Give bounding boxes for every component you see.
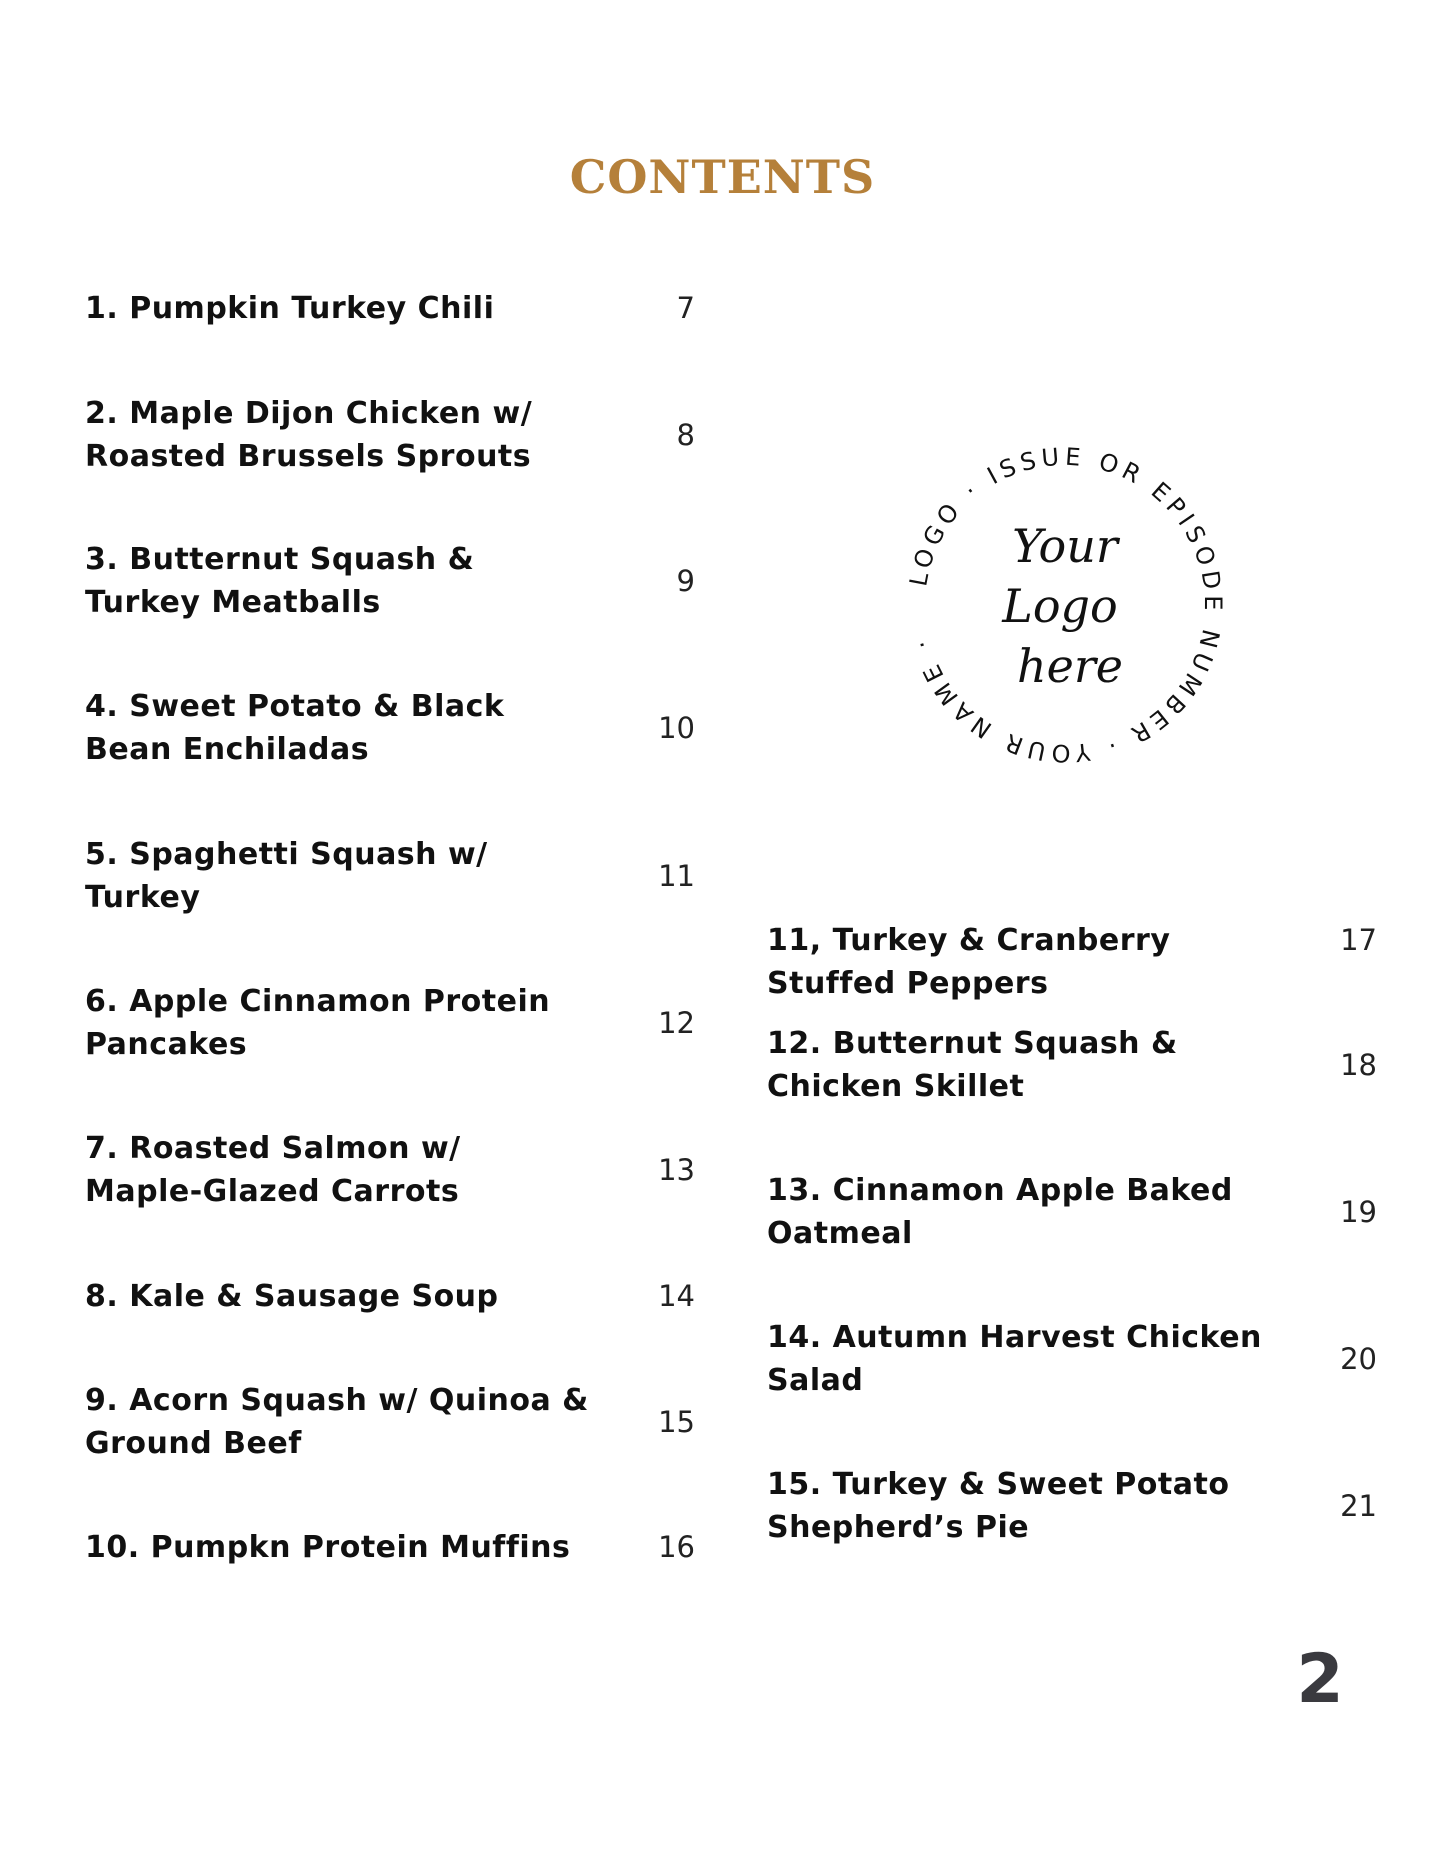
toc-entry-title: 14. Autumn Harvest Chicken Salad [767,1320,1262,1398]
toc-entry-page: 20 [1340,1342,1377,1376]
logo-badge-icon [900,440,1230,770]
toc-entry-page: 7 [676,291,695,325]
toc-entry-page: 18 [1340,1048,1377,1082]
toc-entry-title: 6. Apple Cinnamon Protein Pancakes [85,984,551,1062]
toc-entry-page: 8 [676,418,695,452]
logo-center-line-3: here [1016,639,1124,693]
toc-entry-title: 11, Turkey & Cranberry Stuffed Peppers [767,923,1171,1001]
logo-center-line-1: Your [1012,519,1118,573]
toc-entry-title: 3. Butternut Squash & Turkey Meatballs [85,542,475,620]
toc-entry-title: 13. Cinnamon Apple Baked Oatmeal [767,1173,1233,1251]
toc-entry-title: 8. Kale & Sausage Soup [85,1279,499,1314]
toc-entry-title: 7. Roasted Salmon w/ Maple-Glazed Carrots [85,1131,461,1209]
logo-center-line-2: Logo [1002,579,1118,633]
toc-entry-title: 10. Pumpkn Protein Muffins [85,1530,571,1565]
toc-entry-title: 2. Maple Dijon Chicken w/ Roasted Brussels Sprouts [85,396,533,474]
page-number: 2 [1296,1640,1344,1719]
toc-entry-title: 5. Spaghetti Squash w/ Turkey [85,837,488,915]
toc-entry-page: 9 [676,564,695,598]
toc-entry-title: 12. Butternut Squash & Chicken Skillet [767,1026,1178,1104]
toc-entry-page: 13 [658,1153,695,1187]
toc-entry-title: 15. Turkey & Sweet Potato Shepherd’s Pie [767,1467,1230,1545]
toc-entry-page: 15 [658,1405,695,1439]
logo-ring-text: LOGO · ISSUE OR EPISODE NUMBER · YOUR NAME · [904,442,1228,768]
toc-entry-title: 9. Acorn Squash w/ Quinoa & Ground Beef [85,1383,589,1461]
toc-entry-title: 4. Sweet Potato & Black Bean Enchiladas [85,689,505,767]
toc-entry-page: 21 [1340,1489,1377,1523]
page-title: CONTENTS [569,150,876,204]
toc-entry-title: 1. Pumpkin Turkey Chili [85,291,495,326]
toc-entry-page: 10 [658,711,695,745]
toc-entry-page: 19 [1340,1195,1377,1229]
logo-placeholder [900,440,1230,770]
toc-entry-page: 11 [658,859,695,893]
toc-entry-page: 12 [658,1006,695,1040]
toc-entry-page: 16 [658,1530,695,1564]
toc-entry-page: 17 [1340,923,1377,957]
toc-entry-page: 14 [658,1279,695,1313]
